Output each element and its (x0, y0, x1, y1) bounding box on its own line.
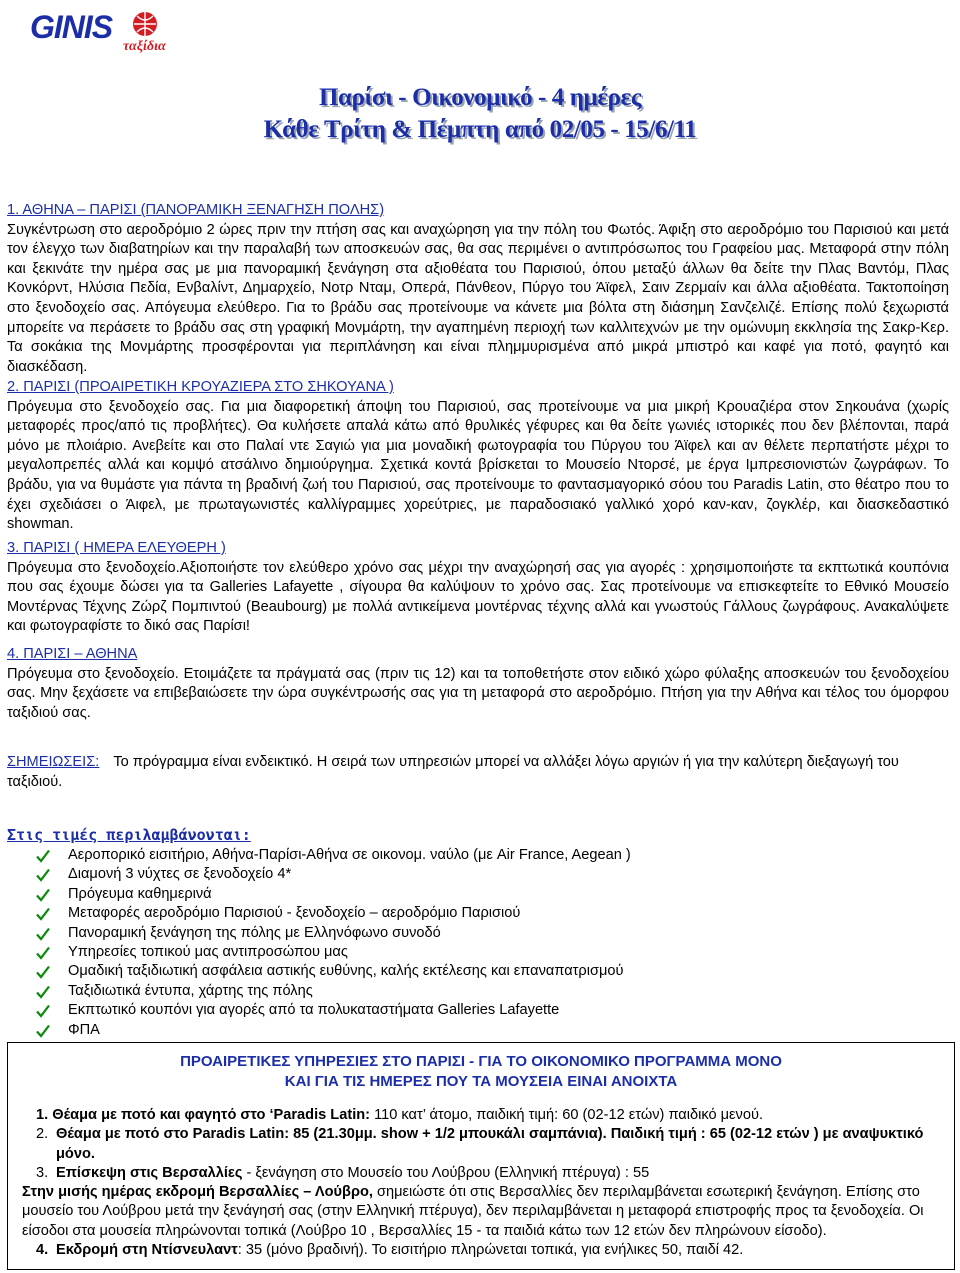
optional-item-1-rest: 110 κατ’ άτομο, παιδική τιμή: 60 (02-12 ετών) παιδικό μενού. (370, 1107, 763, 1123)
checkmark-icon (36, 946, 50, 960)
page-title: Παρίσι - Οικονομικό - 4 ημέρες (318, 84, 642, 111)
includes-item-text: Μεταφορές αεροδρόμιο Παρισιού - ξενοδοχείο – αεροδρόμιο Παρισιού (68, 905, 521, 922)
optional-list (8, 1106, 954, 1260)
includes-item-text: Πρόγευμα καθημερινά (68, 885, 212, 902)
includes-item-text: Εκπτωτικό κουπόνι για αγορές από τα πολυκαταστήματα Galleries Lafayette (68, 1002, 560, 1019)
includes-item (36, 1001, 631, 1020)
day-1-heading: 1. ΑΘΗΝΑ – ΠΑΡΙΣΙ (ΠΑΝΟΡΑΜΙΚΗ ΞΕΝΑΓΗΣΗ ΠΟΛΗΣ) (7, 202, 385, 218)
includes-title: Στις τιμές περιλαμβάνονται: (7, 826, 251, 844)
notes-label: ΣΗΜΕΙΩΣΕΙΣ: (7, 754, 100, 770)
includes-item (36, 846, 631, 865)
day-2-section (7, 378, 949, 535)
notes-section (7, 752, 949, 792)
checkmark-icon (36, 849, 50, 863)
checkmark-icon (36, 1024, 50, 1038)
checkmark-icon (36, 868, 50, 882)
ginis-logo (28, 6, 176, 56)
day-3-text: Πρόγευμα στο ξενοδοχείο.Αξιοποιήστε τον ελεύθερο χρόνο σας μέχρι την αναχώρησή σας για αγορές : χρησιμοποιήστε τα εκπτωτικά κουπόνια που σας έχουμε δώσει για τα Galleries Lafayette , σίγουρα θα καλύψουν το χρόνο σας. Σας προτείνουμε να επισκεφτείτε το Εθνικό Μουσείο Μοντέρνας Τέχνης Ζώρζ Πομπιντού (Beaubourg) με πολλά αντικείμενα μοντέρνας τέχνης αλλά και γνωστούς Γάλλους ζωγράφους. Ανακαλύψετε και φωτογραφίστε το δικό σας Παρίσι! (7, 559, 949, 635)
day-4-text: Πρόγευμα στο ξενοδοχείο. Ετοιμάζετε τα πράγματά σας (πριν τις 12) και τα τοποθετήστε στον ειδικό χώρο φύλαξης αποσκευών του ξενοδοχείου σας. Μην ξεχάσετε να επιβεβαιώσετε την ώρα συγκέντρωσής σας για τη μεταφορά στο αεροδρόμιο. Πτήση για την Αθήνα και τέλος του όμορφου ταξιδιού σας. (7, 665, 949, 721)
includes-item (36, 962, 631, 981)
optional-item-3-num: 3. (36, 1164, 49, 1181)
optional-item-2 (36, 1125, 954, 1164)
optional-item-3-bold: Επίσκεψη στις Βερσαλλίες (56, 1164, 243, 1181)
optional-item-3-rest: - ξενάγηση στο Μουσείο του Λούβρου (Ελληνική πτέρυγα) : 55 (242, 1164, 650, 1181)
includes-item (36, 1021, 631, 1040)
checkmark-icon (36, 1004, 50, 1018)
checkmark-icon (36, 985, 50, 999)
checkmark-icon (36, 965, 50, 979)
optional-item-2-num: 2. (36, 1126, 49, 1143)
optional-item-3-sub-rest: σημειώστε ότι στις Βερσαλλίες δεν περιλαμβάνεται εσωτερική ξενάγηση. Επίσης στο μουσείο του Λούβρου μετά την ξενάγησή σας (στην Ελληνική πτέρυγα), δεν περιλαμβάνεται η μεταφορά επιστροφής προς τα ξενοδοχεία. Οι είσοδοι στα μουσεία πληρώνονται τοπικά (Λούβρο 10 , Βερσαλλίες 15 - τα παιδιά κάτω των 12 ετών δεν πληρώνουν είσοδο). (22, 1184, 924, 1239)
includes-list (36, 846, 631, 1040)
day-1-section (7, 201, 949, 377)
optional-item-1 (36, 1106, 954, 1125)
day-3-section (7, 539, 949, 637)
day-3-heading: 3. ΠΑΡΙΣΙ ( ΗΜΕΡΑ ΕΛΕΥΘΕΡΗ ) (7, 540, 226, 556)
optional-item-2-bold: Θέαμα με ποτό στο Paradis Latin: 85 (21.30μμ. show + 1/2 μπουκάλι σαμπάνια). Παιδική τιμή : 65 (02-12 ετών ) με αναψυκτικό μόνο. (56, 1126, 924, 1162)
optional-item-4 (36, 1241, 954, 1260)
includes-item (36, 904, 631, 923)
checkmark-icon (36, 907, 50, 921)
logo-text: GINIS (30, 9, 113, 45)
checkmark-icon (36, 927, 50, 941)
optional-title-line2: ΚΑΙ ΓΙΑ ΤΙΣ ΗΜΕΡΕΣ ΠΟΥ ΤΑ ΜΟΥΣΕΙΑ ΕΙΝΑΙ ΑΝΟΙΧΤΑ (284, 1073, 678, 1090)
optional-item-3 (36, 1164, 954, 1183)
includes-item-text: Διαμονή 3 νύχτες σε ξενοδοχείο 4* (68, 866, 292, 883)
optional-title (8, 1052, 954, 1092)
optional-services-box (7, 1042, 955, 1270)
includes-item-text: Ομαδική ταξιδιωτική ασφάλεια αστικής ευθύνης, καλής εκτέλεσης και επαναπατρισμού (68, 963, 624, 980)
notes-text: Το πρόγραμμα είναι ενδεικτικό. Η σειρά των υπηρεσιών μπορεί να αλλάξει λόγω αργιών ή για την καλύτερη διεξαγωγή του ταξιδιού. (7, 754, 899, 790)
optional-item-1-bold: 1. Θέαμα με ποτό και φαγητό στο ‘Paradis Latin: (36, 1107, 371, 1123)
page-subtitle: Κάθε Τρίτη & Πέμπτη από 02/05 - 15/6/11 (263, 116, 697, 143)
day-2-heading: 2. ΠΑΡΙΣΙ (ΠΡΟΑΙΡΕΤΙΚΗ ΚΡΟΥΑΖΙΕΡΑ ΣΤΟ ΣΗΚΟΥΑΝΑ ) (7, 379, 394, 395)
includes-item-text: Πανοραμική ξενάγηση της πόλης με Ελληνόφωνο συνοδό (68, 924, 441, 941)
includes-item (36, 943, 631, 962)
checkmark-icon (36, 888, 50, 902)
includes-item-text: Αεροπορικό εισιτήριο, Αθήνα-Παρίσι-Αθήνα σε οικονομ. ναύλο (με Air France, Aegean ) (68, 847, 631, 863)
includes-item (36, 982, 631, 1001)
optional-item-4-rest: : 35 (μόνο βραδινή). Το εισιτήριο πληρώνεται τοπικά, για ενήλικες 50, παιδί 42. (237, 1242, 744, 1259)
includes-item-text: Υπηρεσίες τοπικού μας αντιπροσώπου μας (68, 944, 348, 961)
day-2-text: Πρόγευμα στο ξενοδοχείο σας. Για μια διαφορετική άποψη του Παρισιού, σας προτείνουμε να μια μικρή Κρουαζιέρα στον Σηκουάνα (χωρίς μεταφορές προς/από τις προβλήτες). Θα κυλήσετε απαλά κάτω από θρυλικές γέφυρες και θα δείτε γωνιές ιστορικές που δεν βλέπονται, παρά μόνο με πλοιάριο. Ανεβείτε και στο Παλαί ντε Σαγιώ για μια μοναδική φωτογραφία του Πύργου του Άϊφελ και αν θέλετε περπατήστε μέχρι το μεγαλοπρεπές αλλά και κομψό ατσάλινο δημιούργημα. Σχετικά κοντά βρίσκεται το Μουσείο Ντορσέ, με έργα Ιμπρεσιονιστών ζωγράφων. Το βράδυ, για να θυμάστε για πάντα τη βραδινή ζωή του Παρισιού, σας προτείνουμε το φαντασμαγορικό σόου του Paradis Latin, στο θέατρο που το έχει σχεδιάσει ο Άιφελ, με πρωταγωνιστές καλλίγραμμες χορεύτριες, με παραδοσιακό γαλλικό χορό καν-καν, ζογκλέρ, και διασκεδαστικό showman. (7, 398, 949, 533)
includes-item (36, 865, 631, 884)
day-1-text: Συγκέντρωση στο αεροδρόμιο 2 ώρες πριν την πτήση σας και αναχώρηση για την πόλη του Φωτός. Άφιξη στο αεροδρόμιο του Παρισιού και μετά τον έλεγχο των διαβατηρίων και την παραλαβή των αποσκευών σας, θα σας περιμένει ο αντιπρόσωπος του Γραφείου μας. Μεταφορά στην πόλη και ξεκινάτε την ημέρα σας με μια πανοραμική ξενάγηση στα αξιοθέατα του Παρισιού, όπου μεταξύ άλλων θα δείτε την Πλας Βαντόμ, Πλας Κονκόρντ, Ηλύσια Πεδία, Ενβαλίντ, Δημαρχείο, Νοτρ Νταμ, Οπερά, Πάνθεον, Πύργο του Άϊφελ, Σαιν Ζερμαίν και άλλα αξιοθέατα. Τακτοποίηση στο ξενοδοχείο σας. Απόγευμα ελεύθερο. Για το βράδυ σας προτείνουμε να κάνετε μια βόλτα στη διάσημη Σανζελιζέ. Επίσης πολύ ξεχωριστά μπορείτε να περάσετε το βράδυ σας στη γραφική Μονμάρτη, την αγαπημένη περιοχή των καλλιτεχνών με την ομώνυμη εκκλησία της Σακρ-Κερ. Τα σοκάκια της Μονμάρτης προσφέρονται για περιπλάνηση και είναι πλημμυρισμένα από μικρά μπιστρό και καφέ για ποτό, φαγητό και διασκέδαση. (7, 221, 949, 375)
optional-title-line1: ΠΡΟΑΙΡΕΤΙΚΕΣ ΥΠΗΡΕΣΙΕΣ ΣΤΟ ΠΑΡΙΣΙ - ΓΙΑ ΤΟ ΟΙΚΟΝΟΜΙΚΟ ΠΡΟΓΡΑΜΜΑ ΜΟΝΟ (180, 1053, 782, 1070)
includes-item (36, 924, 631, 943)
includes-item-text: Ταξιδιωτικά έντυπα, χάρτης της πόλης (68, 982, 313, 999)
optional-item-4-num: 4. (36, 1242, 49, 1259)
logo-subtext: ταξίδια (123, 39, 166, 54)
includes-item-text: ΦΠΑ (68, 1021, 100, 1038)
day-4-heading: 4. ΠΑΡΙΣΙ – ΑΘΗΝΑ (7, 646, 138, 662)
optional-item-4-bold: Εκδρομή στη Ντίσνευλαντ (56, 1242, 238, 1259)
includes-item (36, 885, 631, 904)
day-4-section (7, 645, 949, 723)
optional-item-3-sub (16, 1183, 954, 1241)
optional-item-3-sub-bold: Στην μισής ημέρας εκδρομή Βερσαλλίες – Λούβρο, (22, 1184, 373, 1201)
